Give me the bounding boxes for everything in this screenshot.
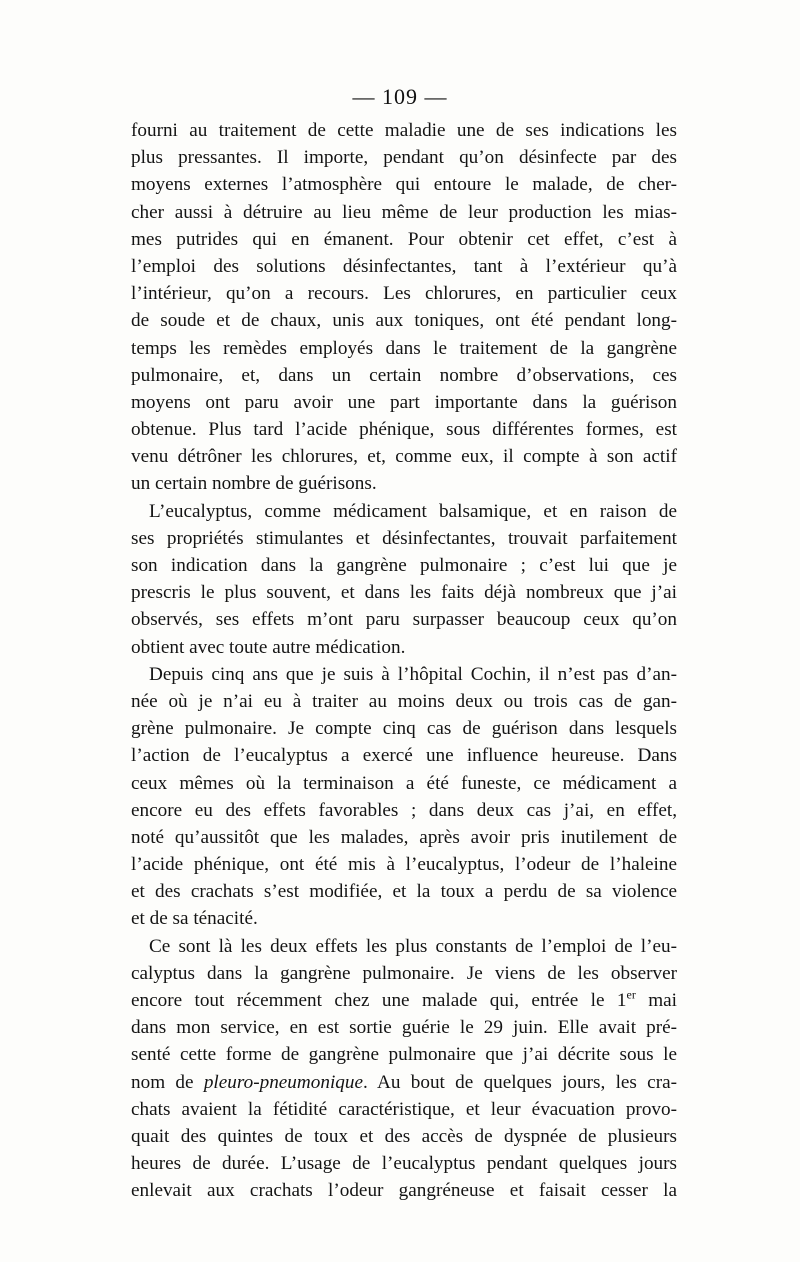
body-text bbox=[131, 117, 677, 1205]
text-line bbox=[131, 987, 677, 1014]
text-line: l’acide phénique, ont été mis à l’eucalyptus, l’odeur de l’haleine bbox=[131, 854, 677, 876]
date-number: 1 bbox=[616, 990, 627, 1011]
text-line: et des crachats s’est modifiée, et la toux a perdu de sa violence bbox=[131, 881, 677, 903]
text-line: son indication dans la gangrène pulmonaire ; c’est lui que je bbox=[131, 555, 677, 576]
text-line: observés, ses effets m’ont paru surpasser beaucoup ceux qu’on bbox=[131, 609, 677, 631]
text-line: enlevait aux crachats l’odeur gangréneuse et faisait cesser la bbox=[131, 1180, 677, 1202]
text-line: l’emploi des solutions désinfectantes, tant à l’extérieur qu’à bbox=[131, 255, 677, 277]
text-line: et de sa ténacité. bbox=[131, 908, 258, 930]
text-line: obtient avec toute autre médication. bbox=[131, 636, 406, 658]
text-line: senté cette forme de gangrène pulmonaire que j’ai décrite sous le bbox=[131, 1044, 677, 1066]
text-line: un certain nombre de guérisons. bbox=[131, 473, 377, 495]
text-line: dans mon service, en est sortie guérie le 29 juin. Elle avait pré- bbox=[131, 1017, 677, 1039]
text-line: chats avaient la fétidité caractéristique, et leur évacuation provo- bbox=[131, 1098, 677, 1120]
text-line: obtenue. Plus tard l’acide phénique, sous différentes formes, est bbox=[131, 419, 677, 441]
text-line bbox=[131, 1069, 677, 1096]
text-line: ceux mêmes où la terminaison a été funeste, ce médicament a bbox=[131, 772, 677, 794]
paragraph-4 bbox=[131, 933, 677, 1205]
text-line: quait des quintes de toux et des accès de dyspnée de plusieurs bbox=[131, 1125, 677, 1147]
page-number: — 109 — bbox=[352, 84, 448, 109]
text-line: fourni au traitement de cette maladie une de ses indications les bbox=[131, 120, 677, 141]
text-line: l’action de l’eucalyptus a exercé une influence heureuse. Dans bbox=[131, 745, 677, 767]
paragraph-3 bbox=[131, 661, 677, 933]
text-line: Ce sont là les deux effets les plus constants de l’emploi de l’eu- bbox=[149, 935, 677, 957]
text-fragment: encore tout récemment chez une malade qui, entrée le bbox=[131, 990, 617, 1011]
text-fragment: mai bbox=[635, 990, 677, 1011]
text-line: mes putrides qui en émanent. Pour obtenir cet effet, c’est à bbox=[131, 228, 677, 250]
text-line: Depuis cinq ans que je suis à l’hôpital Cochin, il n’est pas d’an- bbox=[149, 663, 677, 685]
text-fragment: . Au bout de quelques jours, les cra- bbox=[362, 1071, 677, 1093]
italic-term: pleuro-pneumonique bbox=[203, 1071, 363, 1093]
text-line: heures de durée. L’usage de l’eucalyptus pendant quelques jours bbox=[131, 1153, 677, 1175]
text-line: calyptus dans la gangrène pulmonaire. Je viens de les observer bbox=[131, 962, 677, 984]
text-line: encore eu des effets favorables ; dans deux cas j’ai, en effet, bbox=[131, 799, 677, 821]
text-line: L’eucalyptus, comme médicament balsamique, et en raison de bbox=[149, 500, 677, 522]
text-line: venu détrôner les chlorures, et, comme eux, il compte à son actif bbox=[131, 446, 677, 468]
text-line: temps les remèdes employés dans le traitement de la gangrène bbox=[131, 337, 677, 359]
ordinal-superscript: er bbox=[626, 987, 636, 1002]
text-line: prescris le plus souvent, et dans les faits déjà nombreux que j’ai bbox=[131, 582, 677, 604]
text-line: moyens ont paru avoir une part importante dans la guérison bbox=[131, 391, 677, 413]
text-line: l’intérieur, qu’on a recours. Les chlorures, en particulier ceux bbox=[131, 283, 677, 305]
text-fragment: nom de bbox=[131, 1071, 204, 1093]
paragraph-1 bbox=[131, 117, 677, 498]
text-line: née où je n’ai eu à traiter au moins deux ou trois cas de gan- bbox=[131, 690, 677, 712]
text-line: ses propriétés stimulantes et désinfectantes, trouvait parfaitement bbox=[131, 527, 677, 549]
text-line: moyens externes l’atmosphère qui entoure le malade, de cher- bbox=[131, 174, 677, 196]
text-line: grène pulmonaire. Je compte cinq cas de guérison dans lesquels bbox=[131, 718, 677, 740]
text-line: cher aussi à détruire au lieu même de leur production les mias- bbox=[131, 201, 677, 223]
text-line: pulmonaire, et, dans un certain nombre d’observations, ces bbox=[131, 364, 677, 386]
text-line: noté qu’aussitôt que les malades, après avoir pris inutilement de bbox=[131, 826, 677, 848]
text-line: de soude et de chaux, unis aux toniques, ont été pendant long- bbox=[131, 310, 677, 332]
paragraph-2 bbox=[131, 498, 677, 661]
text-line: plus pressantes. Il importe, pendant qu’on désinfecte par des bbox=[131, 147, 677, 169]
